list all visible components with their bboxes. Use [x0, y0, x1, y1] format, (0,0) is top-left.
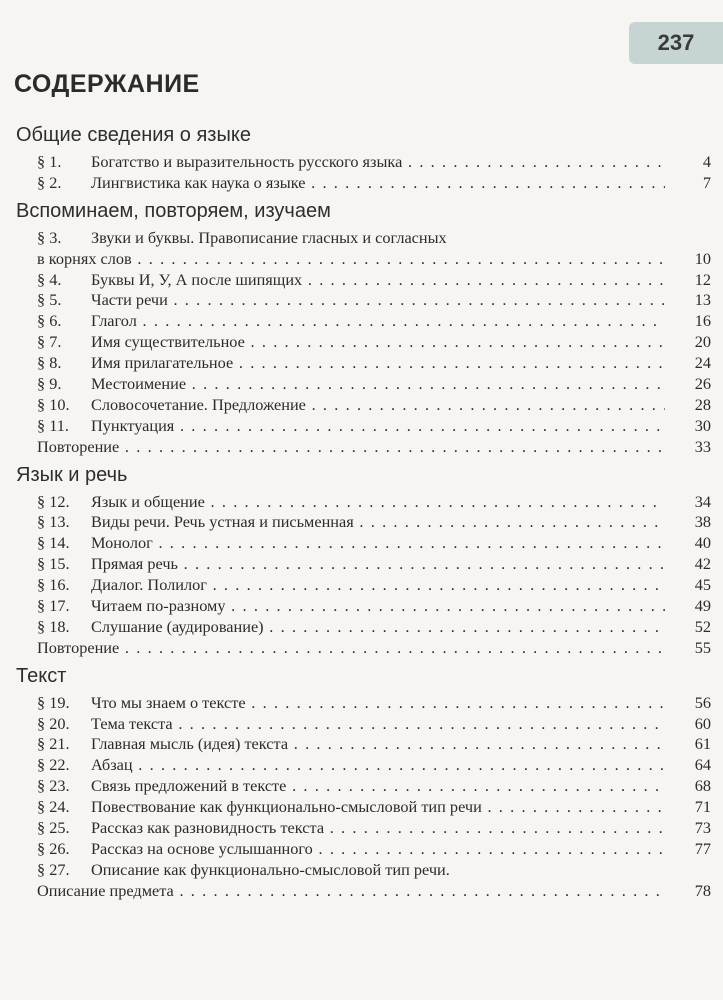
entry-leader	[37, 353, 665, 374]
paragraph-number: § 5.	[37, 290, 62, 310]
entry-title-continued: Описание предмета	[37, 880, 174, 900]
entry-leader	[37, 734, 665, 755]
toc-entry	[0, 533, 723, 554]
entry-page: 60	[694, 713, 711, 733]
entry-leader	[37, 228, 665, 249]
entry-leader	[37, 290, 665, 311]
entry-leader	[37, 818, 665, 839]
toc-entry-continuation	[0, 881, 723, 902]
paragraph-number: § 13.	[37, 512, 70, 532]
paragraph-number: § 8.	[37, 353, 62, 373]
paragraph-number: § 6.	[37, 311, 62, 331]
entry-page: 78	[694, 880, 711, 900]
toc-entry	[0, 575, 723, 596]
toc-entry	[0, 755, 723, 776]
paragraph-number: § 15.	[37, 554, 70, 574]
entry-leader	[37, 311, 665, 332]
toc-entry	[0, 818, 723, 839]
toc-entry	[0, 617, 723, 638]
paragraph-number: § 19.	[37, 692, 70, 712]
paragraph-number: § 22.	[37, 755, 70, 775]
toc-entry	[0, 860, 723, 881]
entry-page: 28	[694, 394, 711, 414]
entry-leader	[37, 512, 665, 533]
toc-entry	[0, 693, 723, 714]
entry-title: Диалог. Полилог	[91, 575, 207, 595]
review-title: Повторение	[37, 637, 120, 657]
review-title: Повторение	[37, 436, 120, 456]
toc-entry	[0, 512, 723, 533]
toc-entry	[0, 734, 723, 755]
entry-title: Имя прилагательное	[91, 353, 234, 373]
toc-section	[0, 659, 723, 902]
entry-title: Богатство и выразительность русского языка	[91, 152, 403, 171]
paragraph-number: § 17.	[37, 596, 70, 616]
page-title: СОДЕРЖАНИЕ	[14, 70, 200, 98]
entry-title: Прямая речь	[91, 554, 178, 574]
entry-leader	[37, 755, 665, 776]
entry-leader	[37, 395, 665, 416]
paragraph-number: § 7.	[37, 332, 62, 352]
entry-page: 13	[694, 290, 711, 310]
entry-page: 40	[694, 533, 711, 553]
entry-title: Что мы знаем о тексте	[91, 692, 246, 712]
toc-entry	[0, 270, 723, 291]
paragraph-number: § 11.	[37, 415, 69, 435]
entry-title: Монолог	[91, 533, 153, 553]
entry-title: Рассказ на основе услышанного	[91, 838, 313, 858]
paragraph-number: § 21.	[37, 734, 70, 754]
paragraph-number: § 14.	[37, 533, 70, 553]
entry-title: Рассказ как разновидность текста	[91, 818, 325, 838]
toc-entry	[0, 395, 723, 416]
entry-leader	[37, 173, 665, 194]
entry-page: 33	[694, 436, 711, 456]
toc-review-entry	[0, 437, 723, 458]
entry-page: 55	[694, 637, 711, 657]
paragraph-number: § 18.	[37, 616, 70, 636]
entry-leader	[37, 374, 665, 395]
toc-entry	[0, 416, 723, 437]
toc-entry	[0, 290, 723, 311]
entry-title: Повествование как функционально-смысловой тип речи	[91, 797, 482, 817]
entry-title: Слушание (аудирование)	[91, 616, 264, 636]
entry-title: Пунктуация	[91, 415, 175, 435]
paragraph-number: § 12.	[37, 491, 70, 511]
entry-leader	[37, 416, 665, 437]
toc-entry	[0, 152, 723, 173]
entry-page: 49	[694, 596, 711, 616]
entry-title: Абзац	[91, 755, 133, 775]
paragraph-number: § 25.	[37, 818, 70, 838]
entry-title: Буквы И, У, А после шипящих	[91, 269, 303, 289]
entry-leader	[37, 152, 665, 173]
entry-leader	[37, 332, 665, 353]
entry-leader	[37, 249, 665, 270]
paragraph-number: § 20.	[37, 713, 70, 733]
entry-leader	[37, 714, 665, 735]
entry-leader	[37, 554, 665, 575]
entry-page: 20	[694, 332, 711, 352]
entry-leader	[37, 839, 665, 860]
entry-page: 34	[694, 491, 711, 511]
entry-leader	[37, 575, 665, 596]
entry-page: 52	[694, 616, 711, 636]
entry-page: 45	[694, 575, 711, 595]
paragraph-number: § 24.	[37, 797, 70, 817]
entry-page: 4	[702, 152, 711, 171]
toc-entry	[0, 492, 723, 513]
entry-page: 77	[694, 838, 711, 858]
paragraph-number: § 9.	[37, 374, 62, 394]
paragraph-number: § 4.	[37, 269, 62, 289]
entry-title: Звуки и буквы. Правописание гласных и согласных	[91, 227, 447, 247]
toc-entry	[0, 714, 723, 735]
paragraph-number: § 1.	[37, 152, 62, 171]
paragraph-number: § 16.	[37, 575, 70, 595]
toc-entry	[0, 228, 723, 249]
entry-title: Глагол	[91, 311, 137, 331]
toc-entry-continuation	[0, 249, 723, 270]
entry-leader	[37, 881, 665, 902]
entry-page: 30	[694, 415, 711, 435]
entry-page: 12	[694, 269, 711, 289]
entry-title: Описание как функционально-смысловой тип речи.	[91, 859, 450, 879]
entry-leader	[37, 533, 665, 554]
entry-title: Лингвистика как наука о языке	[91, 172, 306, 192]
toc-entry	[0, 311, 723, 332]
toc-entry	[0, 374, 723, 395]
toc-entry	[0, 797, 723, 818]
entry-page: 61	[694, 734, 711, 754]
entry-leader	[37, 492, 665, 513]
entry-title-continued: в корнях слов	[37, 248, 132, 268]
page-number: 237	[629, 22, 723, 64]
entry-title: Главная мысль (идея) текста	[91, 734, 289, 754]
entry-page: 71	[694, 797, 711, 817]
entry-page: 68	[694, 776, 711, 796]
entry-title: Язык и общение	[91, 491, 205, 511]
entry-leader	[37, 776, 665, 797]
section-heading: Общие сведения о языке	[16, 124, 251, 146]
entry-leader	[37, 638, 665, 659]
toc-entry	[0, 353, 723, 374]
entry-title: Местоимение	[91, 374, 187, 394]
entry-title: Связь предложений в тексте	[91, 776, 287, 796]
toc-entry	[0, 554, 723, 575]
toc-entry	[0, 596, 723, 617]
entry-page: 42	[694, 554, 711, 574]
paragraph-number: § 10.	[37, 394, 70, 414]
toc-entry	[0, 332, 723, 353]
entry-page: 10	[694, 248, 711, 268]
section-heading: Язык и речь	[16, 463, 128, 486]
entry-page: 64	[694, 755, 711, 775]
entry-title: Части речи	[91, 290, 168, 310]
paragraph-number: § 2.	[37, 172, 62, 192]
toc-review-entry	[0, 638, 723, 659]
entry-leader	[37, 860, 665, 881]
toc-entry	[0, 173, 723, 194]
paragraph-number: § 26.	[37, 838, 70, 858]
section-heading: Текст	[16, 664, 67, 687]
toc-entry	[0, 839, 723, 860]
entry-title: Читаем по-разному	[91, 596, 226, 616]
entry-title: Виды речи. Речь устная и письменная	[91, 512, 354, 532]
entry-title: Имя существительное	[91, 332, 245, 352]
entry-page: 38	[694, 512, 711, 532]
toc-section	[0, 458, 723, 659]
entry-leader	[37, 797, 665, 818]
entry-leader	[37, 437, 665, 458]
paragraph-number: § 23.	[37, 776, 70, 796]
toc-section	[0, 194, 723, 458]
section-heading: Вспоминаем, повторяем, изучаем	[16, 199, 331, 222]
table-of-contents	[0, 118, 723, 902]
toc-entry	[0, 776, 723, 797]
entry-leader	[37, 617, 665, 638]
entry-page: 26	[694, 374, 711, 394]
entry-page: 7	[702, 172, 711, 192]
entry-leader	[37, 693, 665, 714]
entry-leader	[37, 596, 665, 617]
entry-page: 56	[694, 692, 711, 712]
paragraph-number: § 3.	[37, 227, 62, 247]
paragraph-number: § 27.	[37, 859, 70, 879]
entry-leader	[37, 270, 665, 291]
entry-page: 73	[694, 818, 711, 838]
entry-page: 24	[694, 353, 711, 373]
toc-section	[0, 118, 723, 194]
entry-title: Тема текста	[91, 713, 173, 733]
entry-title: Словосочетание. Предложение	[91, 394, 306, 414]
entry-page: 16	[694, 311, 711, 331]
